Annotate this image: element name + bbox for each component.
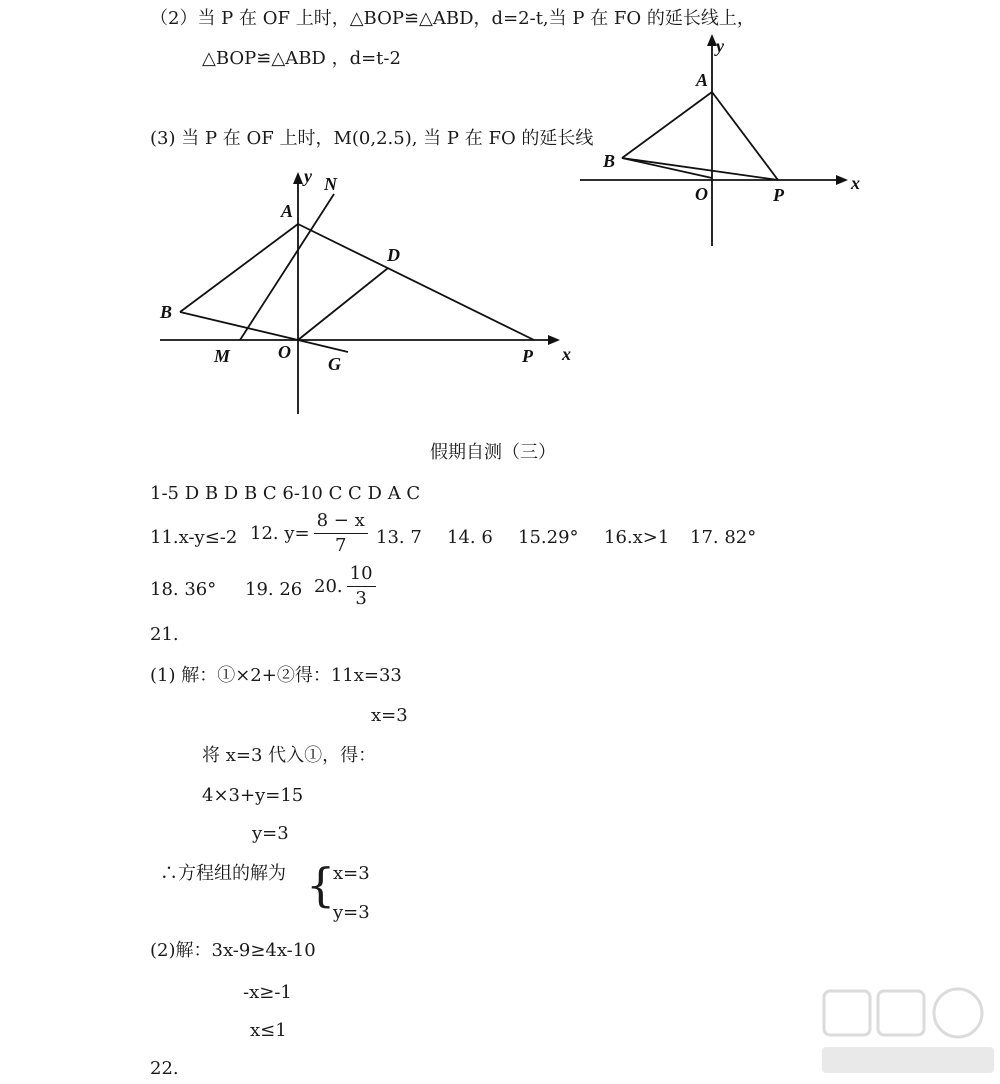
label-P-right: P bbox=[773, 185, 784, 205]
q21-part1-line3: 将 x=3 代入①，得： bbox=[202, 745, 377, 766]
part2-line1: （2）当 P 在 OF 上时，△BOP≌△ABD，d=2-t,当 P 在 FO 的延长线上， bbox=[150, 8, 755, 29]
part2-line2: △BOP≌△ABD ，d=t-2 bbox=[202, 48, 401, 69]
answer-19: 19. 26 bbox=[245, 579, 303, 600]
answer-16: 16.x>1 bbox=[604, 527, 670, 548]
answer-11: 11.x-y≤-2 bbox=[150, 527, 238, 548]
segment-AP-left bbox=[298, 224, 534, 340]
answer-20-prefix: 20. bbox=[314, 576, 343, 597]
q21-part2-line3: x≤1 bbox=[250, 1020, 287, 1041]
answer-15: 15.29° bbox=[518, 527, 579, 548]
watermark-logo bbox=[818, 985, 998, 1080]
figure-right bbox=[570, 30, 870, 252]
q21-solution-x: x=3 bbox=[333, 863, 370, 884]
answer-18: 18. 36° bbox=[150, 579, 217, 600]
answer-12-denominator: 7 bbox=[334, 535, 347, 556]
q21-label: 21. bbox=[150, 624, 179, 645]
label-B-left: B bbox=[160, 302, 173, 322]
label-A-left: A bbox=[281, 201, 294, 221]
label-y-right: y bbox=[716, 36, 724, 56]
label-O-right: O bbox=[695, 184, 708, 204]
segment-OG bbox=[298, 340, 348, 352]
q21-part1-line5: y=3 bbox=[252, 823, 289, 844]
q21-part1-line6: ∴方程组的解为 bbox=[160, 863, 286, 884]
label-O-left: O bbox=[278, 342, 291, 362]
q21-part2-line2: -x≥-1 bbox=[243, 982, 292, 1003]
answer-12-numerator: 8 − x bbox=[314, 510, 368, 534]
answer-17: 17. 82° bbox=[690, 527, 757, 548]
label-B-right: B bbox=[603, 151, 616, 171]
segment-AP-right bbox=[712, 92, 778, 180]
label-P-left: P bbox=[522, 346, 533, 366]
answer-20-denominator: 3 bbox=[355, 588, 367, 609]
label-A-right: A bbox=[696, 70, 709, 90]
figure-left bbox=[150, 160, 580, 420]
label-D: D bbox=[387, 245, 400, 265]
answer-20 bbox=[314, 563, 380, 611]
answer-20-numerator: 10 bbox=[347, 563, 376, 587]
solution-brace: { bbox=[306, 858, 336, 912]
segment-AB-right bbox=[622, 92, 712, 158]
answer-12-prefix: 12. y= bbox=[250, 523, 310, 544]
label-y-left: y bbox=[304, 166, 312, 186]
segment-BO-left bbox=[180, 312, 298, 340]
q21-part1-line2: x=3 bbox=[371, 705, 408, 726]
answer-12 bbox=[250, 510, 372, 558]
label-G: G bbox=[328, 354, 341, 374]
answer-14: 14. 6 bbox=[447, 527, 493, 548]
label-M: M bbox=[214, 346, 231, 366]
q21-part1-line1: (1) 解：①×2+②得：11x=33 bbox=[150, 665, 402, 686]
label-x-left: x bbox=[562, 344, 571, 364]
answer-20-fraction bbox=[347, 563, 376, 611]
arrow-x-left bbox=[548, 335, 560, 345]
segment-AB-left bbox=[180, 224, 298, 312]
q21-solution-y: y=3 bbox=[333, 902, 370, 923]
q22-label: 22. bbox=[150, 1058, 179, 1079]
arrow-y-left bbox=[293, 172, 303, 184]
segment-BP-right bbox=[622, 158, 778, 180]
answers-multiple-choice: 1-5 D B D B C 6-10 C C D A C bbox=[150, 483, 421, 504]
answer-12-fraction bbox=[314, 510, 368, 558]
label-x-right: x bbox=[851, 173, 860, 193]
segment-OD bbox=[298, 268, 388, 340]
q21-part1-line4: 4×3+y=15 bbox=[202, 785, 304, 806]
arrow-x-right bbox=[836, 175, 848, 185]
q21-part2-line1: (2)解：3x-9≥4x-10 bbox=[150, 940, 316, 961]
label-N: N bbox=[324, 174, 337, 194]
answer-13: 13. 7 bbox=[376, 527, 422, 548]
part3-line: (3) 当 P 在 OF 上时，M(0,2.5), 当 P 在 FO 的延长线 bbox=[150, 128, 594, 149]
section-title: 假期自测（三） bbox=[430, 442, 556, 463]
